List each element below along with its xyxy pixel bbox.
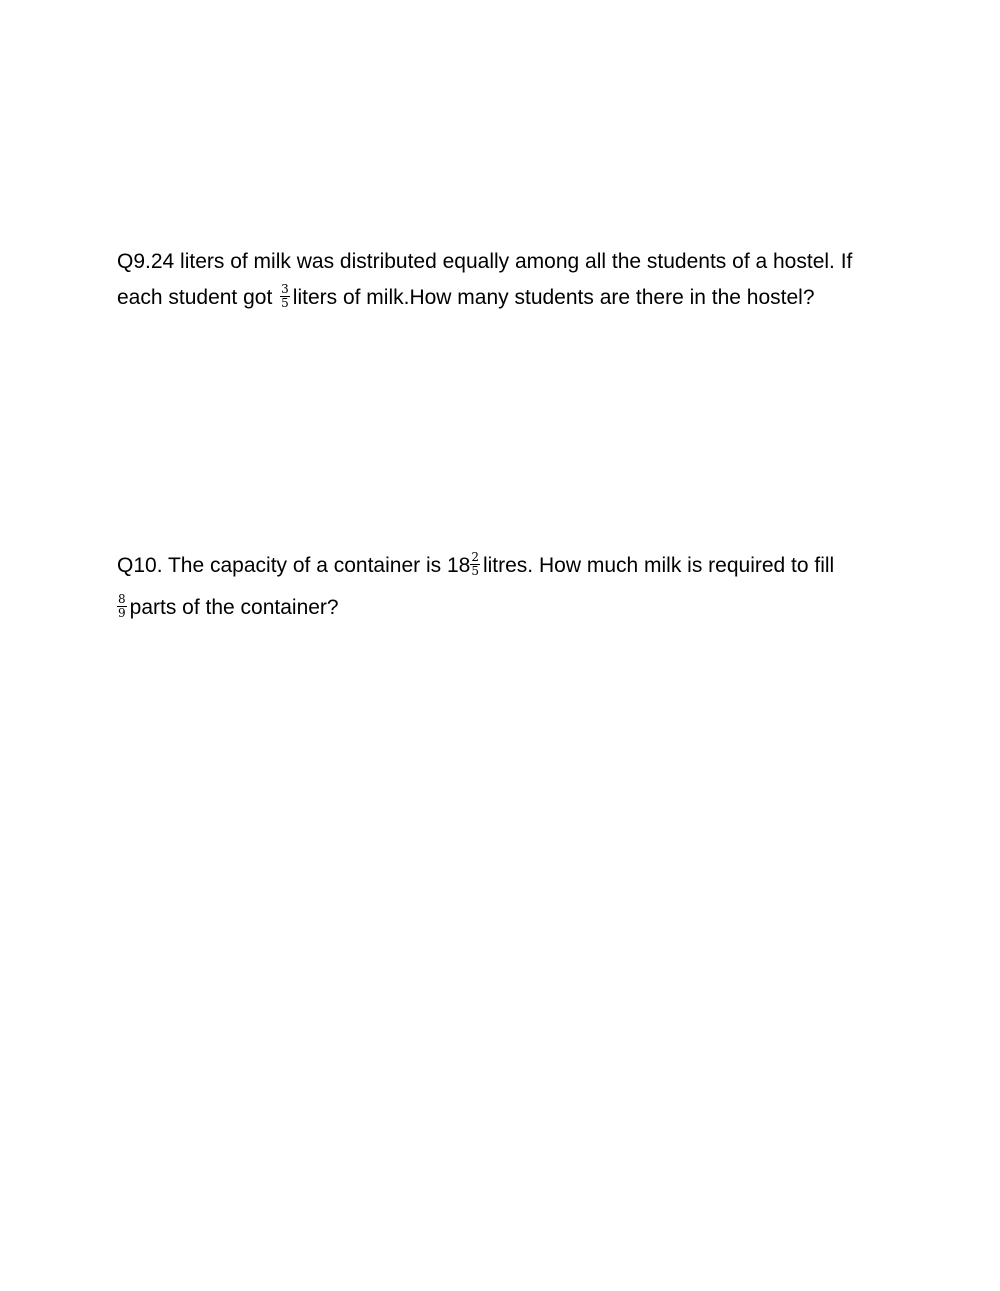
fraction-numerator: 8: [118, 591, 126, 606]
fraction-numerator: 2: [471, 549, 479, 564]
fraction-denominator: 9: [118, 605, 126, 620]
question-10-text-1a: Q10. The capacity of a container is 18: [117, 554, 471, 577]
question-10-line-1: [117, 548, 897, 584]
question-9-text-1: Q9.24 liters of milk was distributed equally among all the students of a hostel. If: [117, 250, 853, 273]
fraction-three-fifths: [280, 283, 290, 310]
question-10: [117, 548, 897, 626]
question-9-line-1: [117, 244, 897, 280]
mixed-fraction-two-fifths: [470, 551, 480, 578]
question-10-text-2: parts of the container?: [129, 596, 339, 619]
fraction-denominator: 5: [281, 295, 289, 310]
question-9-text-2a: each student got: [117, 286, 273, 309]
question-9: [117, 244, 897, 316]
fraction-numerator: 3: [281, 281, 289, 296]
fraction-denominator: 5: [471, 563, 479, 578]
fraction-eight-ninths: [117, 593, 127, 620]
question-10-text-1b: litres. How much milk is required to fill: [482, 554, 835, 577]
question-9-line-2: [117, 280, 897, 316]
question-10-line-2: [117, 590, 897, 626]
question-9-text-2b: liters of milk.How many students are there in the hostel?: [292, 286, 815, 309]
